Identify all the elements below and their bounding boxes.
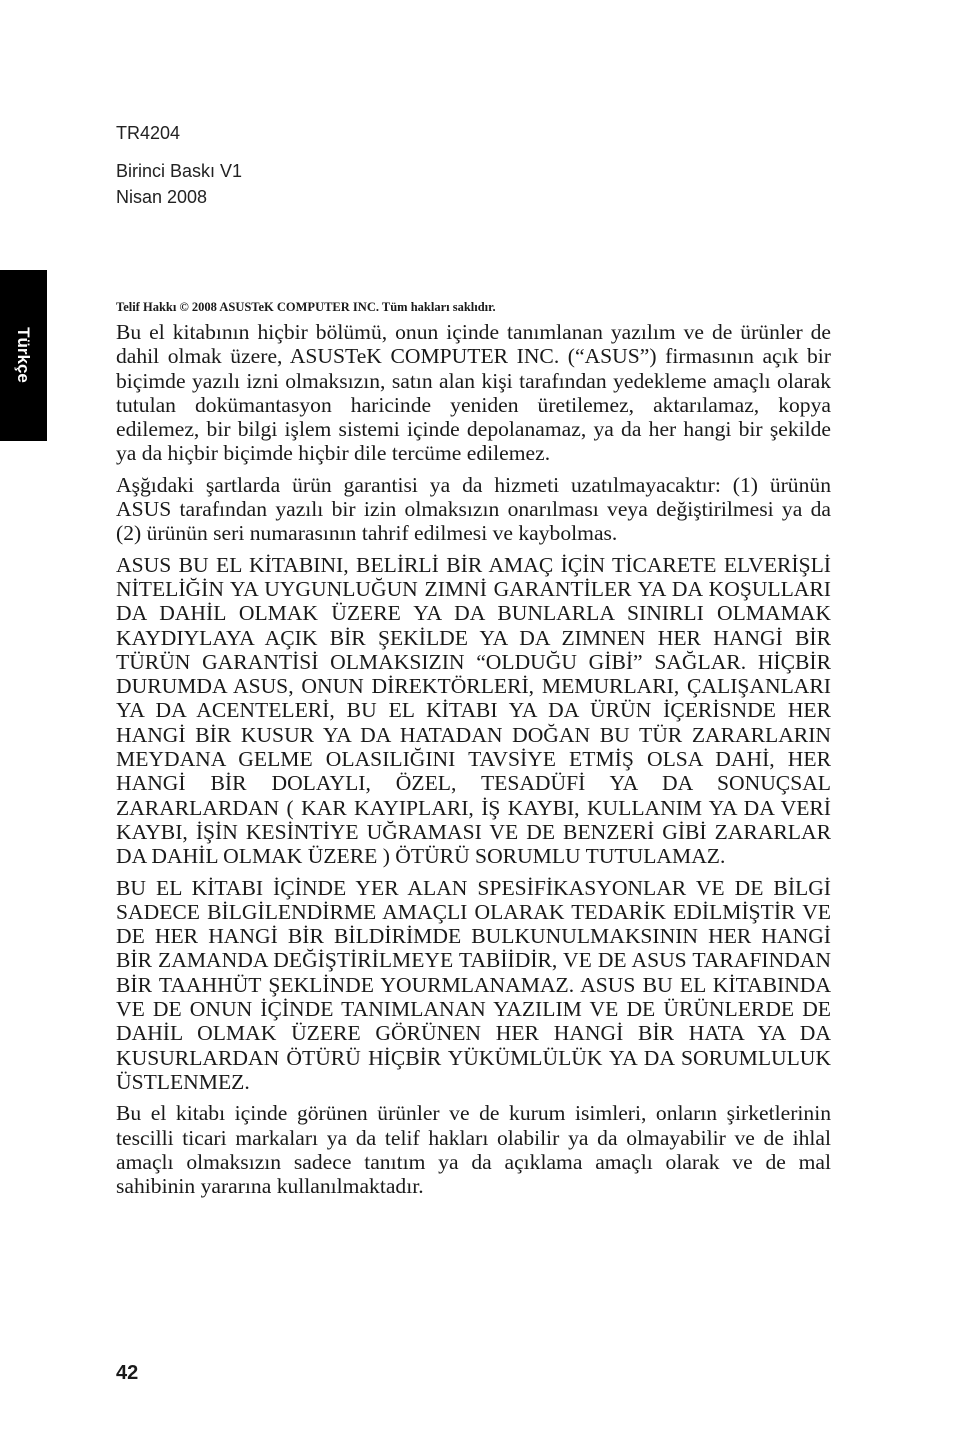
edition-block <box>116 158 242 210</box>
paragraph-reproduction: Bu el kitabının hiçbir bölümü, onun içinde tanımlanan yazılım ve de ürünler de dahil olmak üzere, ASUSTeK COMPUTER INC. (“ASUS”) firmasının açık bir biçimde yazılı izni olmaksızın, satın alan kişi tarafından yedekleme amaçlı olarak tutulan dokümantasyon haricinde yeniden üretilemez, aktarılamaz, kopya edilemez, bir bilgi işlem sistemi içinde depolanamaz, ya da her hangi bir şekilde ya da hiçbir biçimde hiçbir dile tercüme edilemez. <box>116 320 831 466</box>
language-tab-label: Türkçe <box>14 327 33 383</box>
paragraph-specifications: BU EL KİTABI İÇİNDE YER ALAN SPESİFİKASYONLAR VE DE BİLGİ SADECE BİLGİLENDİRME AMAÇLI OLARAK TEDARİK EDİLMİŞTİR VE DE HER HANGİ BİR BİLDİRİMDE BULKUNULMAKSININ HER HANGİ BİR ZAMANDA DEĞİŞTİRİLMEYE TABİİDİR, VE DE ASUS TARAFINDAN BİR TAAHHÜT ŞEKLİNDE YOURMLANAMAZ. ASUS BU EL KİTABINDA VE DE ONUN İÇİNDE TANIMLANAN YAZILIM VE DE ÜRÜNLERDE DE DAHİL OLMAK ÜZERE GÖRÜNEN HER HANGİ BİR HATA YA DA KUSURLARDAN ÖTÜRÜ HİÇBİR YÜKÜMLÜLÜK YA DA SORUMLULUK ÜSTLENMEZ. <box>116 875 831 1094</box>
copyright-line: Telif Hakkı © 2008 ASUSTeK COMPUTER INC. Tüm hakları saklıdır. <box>116 300 496 314</box>
paragraph-warranty: Aşğıdaki şartlarda ürün garantisi ya da hizmeti uzatılmayacaktır: (1) ürünün ASUS tarafından yazılı bir izin olmaksızın onarılması veya değiştirilmesi ya da (2) ürünün seri numarasının tahrif edilmesi ve kaybolmas. <box>116 472 831 546</box>
paragraph-disclaimer: ASUS BU EL KİTABINI, BELİRLİ BİR AMAÇ İÇİN TİCARETE ELVERİŞLİ NİTELİĞİN YA UYGUNLUĞUN ZIMNİ GARANTİLER YA DA KOŞULLARI DA DAHİL OLMAK ÜZERE YA DA BUNLARLA SINIRLI OLMAMAK KAYDIYLAYA AÇIK BİR ŞEKİLDE YA DA ZIMNEN HER HANGİ BİR TÜRÜN GARANTİSİ OLMAKSIZIN “OLDUĞU GİBİ” SAĞLAR. HİÇBİR DURUMDA ASUS, ONUN DİREKTÖRLERİ, MEMURLARI, ÇALIŞANLARI YA DA ACENTELERİ, BU EL KİTABI YA DA ÜRÜN İÇERİSNDE HER HANGİ BİR KUSUR YA DA HATADAN DOĞAN BU TÜR ZARARLARIN MEYDANA GELME OLASILIĞINI TAVSİYE ETMİŞ OLSA DAHİ, HER HANGİ BİR DOLAYLI, ÖZEL, TESADÜFİ YA DA SONUÇSAL ZARARLARDAN ( KAR KAYIPLARI, İŞ KAYBI, KULLANIM YA DA VERİ KAYBI, İŞİN KESİNTİYE UĞRAMASI VE DE BENZERİ GİBİ ZARARLAR DA DAHİL OLMAK ÜZERE ) ÖTÜRÜ SORUMLU TUTULAMAZ. <box>116 552 831 869</box>
language-side-tab <box>0 270 47 441</box>
paragraph-trademarks: Bu el kitabı içinde görünen ürünler ve de kurum isimleri, onların şirketlerinin tescilli ticari markaları ya da telif hakları olabilir ya da olmayabilir ve de ihlal amaçlı olmaksızın sadece tanıtım ya da açıklama amaçlı olarak ve de mal sahibinin yararına kullanılmaktadır. <box>116 1101 831 1199</box>
document-code: TR4204 <box>116 123 181 143</box>
publication-date: Nisan 2008 <box>116 187 208 207</box>
page-number: 42 <box>116 1362 139 1384</box>
edition-label: Birinci Baskı V1 <box>116 161 243 181</box>
legal-notice <box>116 298 831 1205</box>
